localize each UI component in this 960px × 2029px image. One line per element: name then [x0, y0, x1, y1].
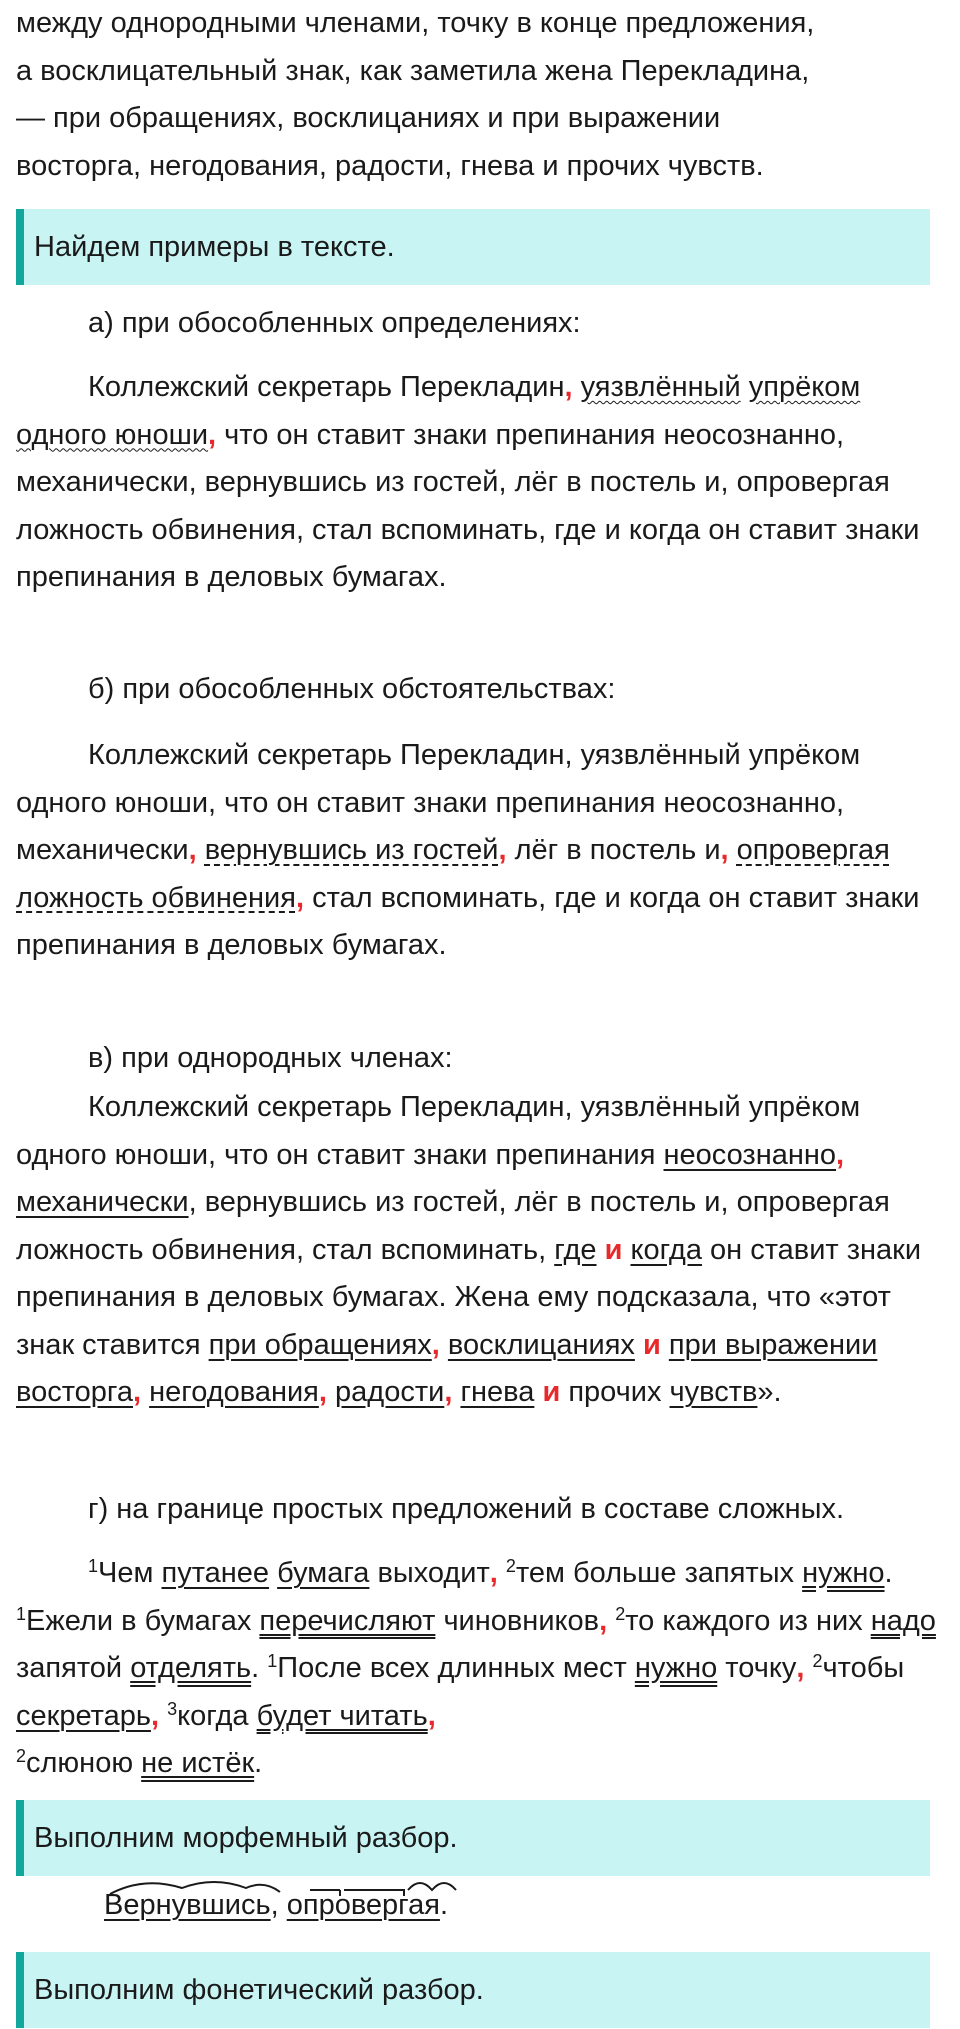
- comma-mark: ,: [720, 834, 729, 866]
- section-band-examples: [16, 209, 930, 285]
- comma-mark: ,: [133, 1376, 142, 1408]
- paragraph-a: [16, 364, 946, 602]
- subject: секретарь: [16, 1699, 151, 1732]
- homogeneous-member: радости: [335, 1376, 445, 1408]
- comma-mark: ,: [318, 1376, 327, 1408]
- band-label: Выполним фонетический разбор.: [34, 1974, 484, 2006]
- intro-line: а восклицательный знак, как заметила жена Перекладина,: [16, 54, 810, 87]
- predicate: нужно: [802, 1557, 885, 1589]
- predicate: нужно: [634, 1652, 718, 1684]
- comma-mark: ,: [188, 834, 197, 866]
- paragraph-g: [16, 1550, 946, 1788]
- intro-line: между однородными членами, точку в конце предложения,: [16, 7, 815, 39]
- adverbial-phrase: вернувшись из гостей: [204, 834, 499, 866]
- text: выходит: [377, 1557, 490, 1589]
- period: .: [439, 1889, 448, 1921]
- subject: бумага: [277, 1557, 370, 1589]
- comma-mark: ,: [796, 1652, 805, 1684]
- text: чтобы: [822, 1652, 905, 1684]
- clause-number: 3: [167, 1698, 178, 1719]
- clause-number: 2: [16, 1746, 27, 1766]
- homogeneous-member: чувств: [669, 1376, 758, 1408]
- comma-mark: ,: [498, 834, 507, 866]
- homogeneous-member: механически: [16, 1186, 189, 1218]
- predicate: перечисляют: [259, 1604, 436, 1637]
- text: Коллежский секретарь Перекладин: [88, 371, 565, 403]
- clause-number: 1: [267, 1651, 278, 1671]
- comma-mark: ,: [836, 1138, 845, 1171]
- text: стал вспоминать, где и когда он ставит знаки препинания в деловых бумагах.: [16, 881, 920, 961]
- comma-mark: ,: [427, 1699, 436, 1732]
- text: чиновников: [443, 1604, 600, 1637]
- heading-a: [16, 300, 946, 348]
- homogeneous-member: негодования: [149, 1376, 319, 1408]
- paragraph-v: [16, 1084, 946, 1417]
- band-label: Найдем примеры в тексте.: [34, 231, 395, 263]
- section-band-phonetic: [16, 1952, 930, 2028]
- comma-mark: ,: [431, 1328, 440, 1361]
- comma-mark: ,: [208, 418, 217, 451]
- clause-number: 2: [505, 1556, 516, 1576]
- homogeneous-member: гнева: [460, 1376, 535, 1408]
- heading-text: г) на границе простых предложений в составе сложных.: [88, 1493, 845, 1525]
- conjunction-mark: и: [642, 1328, 661, 1361]
- section-band-morpheme: [16, 1800, 930, 1876]
- homogeneous-member: когда: [630, 1233, 702, 1266]
- text: Коллежский секретарь Перекладин, уязвлённый упрёком одного юноши, что он ставит знаки препинания неосознанно, механически: [16, 739, 861, 866]
- text: ».: [757, 1376, 782, 1408]
- predicate: не истёк: [141, 1747, 255, 1779]
- clause-number: 1: [16, 1603, 27, 1624]
- morpheme-marks: [104, 1872, 504, 1902]
- text: он ставит знаки препинания в деловых бумагах. Жена ему подсказала, что «этот знак ставится: [16, 1233, 922, 1361]
- homogeneous-member: при выражении восторга: [16, 1328, 878, 1408]
- text: прочих: [568, 1376, 662, 1408]
- text: .: [251, 1652, 260, 1684]
- homogeneous-member: где: [554, 1233, 597, 1266]
- intro-line: — при обращениях, восклицаниях и при выражении: [16, 102, 721, 134]
- paragraph-b: [16, 732, 946, 970]
- comma-mark: ,: [564, 371, 573, 403]
- clause-number: 1: [88, 1556, 99, 1576]
- text: .: [254, 1747, 263, 1779]
- morpheme-analysis: [104, 1882, 448, 1929]
- text: .: [884, 1557, 893, 1589]
- text: лёг в постель и: [514, 834, 721, 866]
- predicate: отделять: [130, 1652, 252, 1684]
- heading-text: в) при однородных членах:: [88, 1042, 453, 1074]
- text: слюною: [26, 1747, 134, 1779]
- text: запятой: [16, 1652, 123, 1684]
- conjunction-mark: и: [604, 1233, 623, 1266]
- intro-paragraph: [16, 0, 946, 190]
- predicate: будет читать: [256, 1699, 428, 1732]
- text: После всех длинных мест: [277, 1652, 627, 1684]
- text: Коллежский секретарь Перекладин, уязвлённый упрёком одного юноши, что он ставит знаки препинания: [16, 1091, 861, 1171]
- text: когда: [177, 1699, 249, 1732]
- heading-v: [16, 1035, 946, 1083]
- text: , вернувшись из гостей, лёг в постель и, опровергая ложность обвинения, стал вспоминать,: [16, 1186, 890, 1266]
- band-label: Выполним морфемный разбор.: [34, 1822, 458, 1854]
- heading-g: [16, 1486, 946, 1534]
- text: что он ставит знаки препинания неосознанно, механически, вернувшись из гостей, лёг в постель и, опровергая ложность обвинения, стал вспоминать, где и когда он ставит знаки препинания в деловых бумагах.: [16, 418, 920, 593]
- morph-word: Вернувшись: [104, 1889, 271, 1921]
- separator: ,: [270, 1889, 287, 1921]
- text: то каждого из них: [625, 1604, 863, 1637]
- morph-word: опровергая: [286, 1889, 440, 1921]
- homogeneous-member: восклицаниях: [447, 1328, 635, 1361]
- homogeneous-member: при обращениях: [208, 1328, 432, 1361]
- predicate: надо: [870, 1604, 936, 1637]
- comma-mark: ,: [295, 881, 305, 914]
- intro-line: восторга, негодования, радости, гнева и прочих чувств.: [16, 149, 764, 182]
- homogeneous-member: неосознанно: [663, 1138, 837, 1171]
- heading-text: а) при обособленных определениях:: [88, 307, 581, 339]
- clause-number: 2: [812, 1651, 823, 1671]
- comma-mark: ,: [599, 1604, 608, 1637]
- comma-mark: ,: [489, 1557, 498, 1589]
- adverbial-phrase: опровергая ложность обвинения: [16, 834, 890, 914]
- conjunction-mark: и: [542, 1376, 561, 1408]
- comma-mark: ,: [444, 1376, 453, 1408]
- participle-phrase: упрёком одного юноши: [16, 371, 861, 451]
- text: точку: [725, 1652, 797, 1684]
- comma-mark: ,: [150, 1699, 159, 1732]
- text: тем больше запятых: [515, 1557, 795, 1589]
- heading-b: [16, 666, 946, 714]
- predicate: путанее: [161, 1557, 270, 1589]
- heading-text: б) при обособленных обстоятельствах:: [88, 673, 616, 705]
- text: Чем: [98, 1557, 154, 1589]
- clause-number: 2: [615, 1603, 626, 1624]
- text: Ежели в бумагах: [26, 1604, 252, 1637]
- participle-phrase: уязвлённый: [580, 371, 741, 403]
